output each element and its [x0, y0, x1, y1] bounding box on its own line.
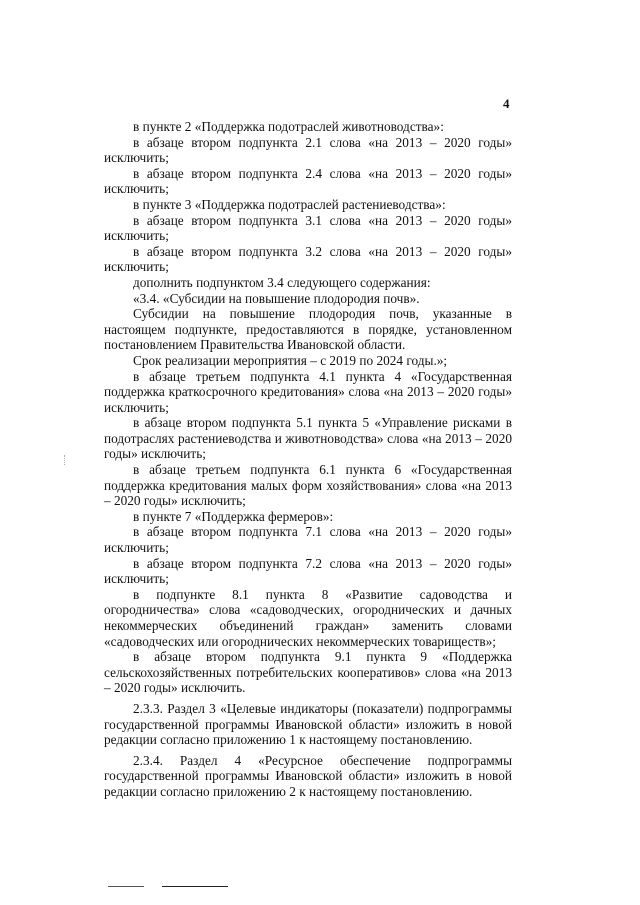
- paragraph: в абзаце втором подпункта 2.4 слова «на 2013 – 2020 годы» исключить;: [104, 165, 512, 197]
- section-paragraph: 2.3.4. Раздел 4 «Ресурсное обеспечение подпрограммы государственной программы Ивановской области» изложить в новой редакции согласно приложению 2 к настоящему постановлению.: [104, 752, 512, 799]
- paragraph: в абзаце втором подпункта 5.1 пункта 5 «Управление рисками в подотраслях растениеводства и животноводства» слова «на 2013 – 2020 годы» исключить;: [104, 415, 512, 462]
- paragraph: в подпункте 8.1 пункта 8 «Развитие садоводства и огородничества» слова «садоводческих, огороднических и дачных некоммерческих объединений граждан» заменить словами «садоводческих или огороднических некоммерческих товариществ»;: [104, 586, 512, 649]
- paragraph: в пункте 3 «Поддержка подотраслей растениеводства»:: [133, 196, 446, 212]
- page-number: 4: [503, 96, 510, 111]
- paragraph: в абзаце втором подпункта 7.2 слова «на 2013 – 2020 годы» исключить;: [104, 555, 512, 587]
- footer-rule-short: [108, 886, 144, 887]
- paragraph: в абзаце втором подпункта 2.1 слова «на 2013 – 2020 годы» исключить;: [104, 134, 512, 166]
- paragraph: в абзаце втором подпункта 9.1 пункта 9 «Поддержка сельскохозяйственных потребительских кооперативов» слова «на 2013 – 2020 годы» исключить.: [104, 649, 512, 696]
- paragraph: в абзаце втором подпункта 3.1 слова «на 2013 – 2020 годы» исключить;: [104, 212, 512, 244]
- paragraph: в абзаце третьем подпункта 4.1 пункта 4 «Государственная поддержка краткосрочного кредитования» слова «на 2013 – 2020 годы» исключить;: [104, 368, 512, 415]
- scan-margin-mark: [64, 455, 66, 465]
- footer-rules: [108, 884, 238, 890]
- paragraph: «3.4. «Субсидии на повышение плодородия почв».: [133, 290, 420, 306]
- paragraph: дополнить подпунктом 3.4 следующего содержания:: [133, 274, 431, 290]
- paragraph: в абзаце втором подпункта 7.1 слова «на 2013 – 2020 годы» исключить;: [104, 524, 512, 556]
- paragraph: в пункте 2 «Поддержка подотраслей животноводства»:: [133, 119, 444, 134]
- paragraph: Срок реализации мероприятия – с 2019 по 2024 годы.»;: [133, 352, 448, 368]
- document-body: [104, 119, 512, 800]
- paragraph: в абзаце третьем подпункта 6.1 пункта 6 «Государственная поддержка кредитования малых форм хозяйствования» слова «на 2013 – 2020 годы» исключить;: [104, 462, 512, 509]
- paragraph: в пункте 7 «Поддержка фермеров»:: [133, 508, 334, 524]
- paragraph: в абзаце втором подпункта 3.2 слова «на 2013 – 2020 годы» исключить;: [104, 243, 512, 275]
- paragraph: Субсидии на повышение плодородия почв, указанные в настоящем подпункте, предоставляются в порядке, установленном постановлением Правительства Ивановской области.: [104, 306, 512, 353]
- section-paragraph: 2.3.3. Раздел 3 «Целевые индикаторы (показатели) подпрограммы государственной программы Ивановской области» изложить в новой редакции согласно приложению 1 к настоящему постановлению.: [104, 700, 512, 748]
- footer-rule-long: [162, 886, 228, 887]
